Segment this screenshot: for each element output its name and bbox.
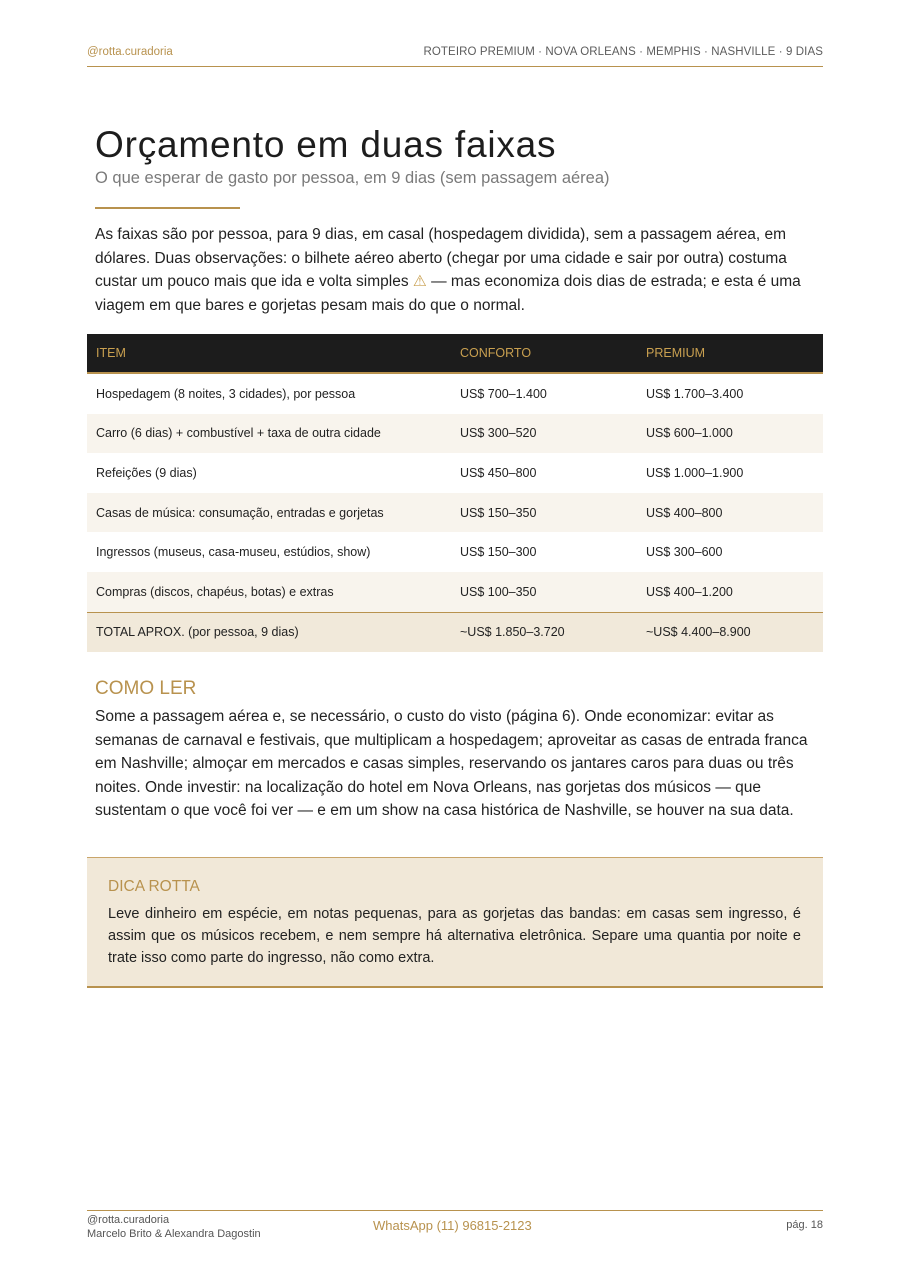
tip-heading: DICA ROTTA [108,878,200,895]
total-label: TOTAL APROX. (por pessoa, 9 dias) [87,612,451,652]
page-subtitle: O que esperar de gasto por pessoa, em 9 dias (sem passagem aérea) [95,169,610,187]
cell-conforto: US$ 150–350 [451,493,637,533]
cell-conforto: US$ 450–800 [460,465,537,480]
header-route: ROTEIRO PREMIUM · NOVA ORLEANS · MEMPHIS · NASHVILLE · 9 DIAS [423,46,823,58]
table-total-row [87,612,823,652]
col-header-item: ITEM [87,334,451,373]
footer-authors: Marcelo Brito & Alexandra Dagostin [87,1228,261,1240]
cell-premium: US$ 400–1.200 [637,572,823,612]
total-premium: ~US$ 4.400–8.900 [637,612,823,652]
intro-text-b: — mas economiza dois dias de estrada; e esta é uma viagem em que bares e gorjetas pesam mais do que o normal. [95,273,801,314]
cell-conforto: US$ 100–350 [451,572,637,612]
table-row [87,453,823,493]
footer-handle: @rotta.curadoria [87,1214,170,1226]
budget-table [87,334,823,652]
page-header [87,46,823,67]
cell-item: Hospedagem (8 noites, 3 cidades), por pessoa [96,386,356,401]
como-ler-paragraph: Some a passagem aérea e, se necessário, o custo do visto (página 6). Onde economizar: evitar as semanas de carnaval e festivais, que multiplicam a hospedagem; aproveitar as casas de entrada franca em Nashville; almoçar em mercados e casas simples, reservando os jantares caros para duas ou três noites. Onde investir: na localização do hotel em Nova Orleans, nas gorjetas dos músicos — que sustentam o que você foi ver — e em um show na casa histórica de Nashville, se houver na sua data. [95,708,808,819]
cell-item: Casas de música: consumação, entradas e gorjetas [87,493,451,533]
footer-whatsapp: WhatsApp (11) 96815-2123 [373,1218,532,1233]
total-conforto: ~US$ 1.850–3.720 [451,612,637,652]
header-brand: @rotta.curadoria [87,46,173,58]
cell-conforto: US$ 700–1.400 [460,386,547,401]
cell-conforto: US$ 300–520 [451,414,637,454]
page-number: pág. 18 [786,1219,823,1231]
cell-item: Compras (discos, chapéus, botas) e extras [87,572,451,612]
table-header-row [87,334,823,373]
tip-box [87,857,823,988]
col-header-premium: PREMIUM [637,334,823,373]
table-row [87,414,823,454]
table-row [87,373,823,414]
page-footer [87,1210,823,1245]
col-header-conforto: CONFORTO [451,334,637,373]
cell-premium: US$ 300–600 [646,545,723,560]
cell-premium: US$ 400–800 [637,493,823,533]
cell-conforto: US$ 150–300 [460,545,537,560]
intro-paragraph [95,223,817,317]
tip-paragraph: Leve dinheiro em espécie, em notas pequenas, para as gorjetas das bandas: em casas sem ingresso, é assim que os músicos recebem, e nem sempre há alternativa eletrônica. Separe uma quantia por noite e trate isso como parte do ingresso, não como extra. [108,906,801,966]
table-row [87,532,823,572]
cell-item: Ingressos (museus, casa-museu, estúdios, show) [96,545,371,560]
table-row [87,493,823,533]
cell-premium: US$ 600–1.000 [637,414,823,454]
table-row [87,572,823,612]
como-ler-heading: COMO LER [95,678,197,699]
warning-icon: ⚠ [412,273,427,290]
intro-text-a: As faixas são por pessoa, para 9 dias, em casal (hospedagem dividida), sem a passagem aérea, em dólares. Duas observações: o bilhete aéreo aberto (chegar por uma cidade e sair por outra) costuma custar um pouco mais que ida e volta simples [95,226,787,290]
page-title: Orçamento em duas faixas [95,124,557,165]
cell-premium: US$ 1.700–3.400 [646,386,744,401]
cell-item: Carro (6 dias) + combustível + taxa de outra cidade [87,414,451,454]
cell-premium: US$ 1.000–1.900 [646,465,744,480]
accent-divider [95,207,240,209]
cell-item: Refeições (9 dias) [96,465,197,480]
